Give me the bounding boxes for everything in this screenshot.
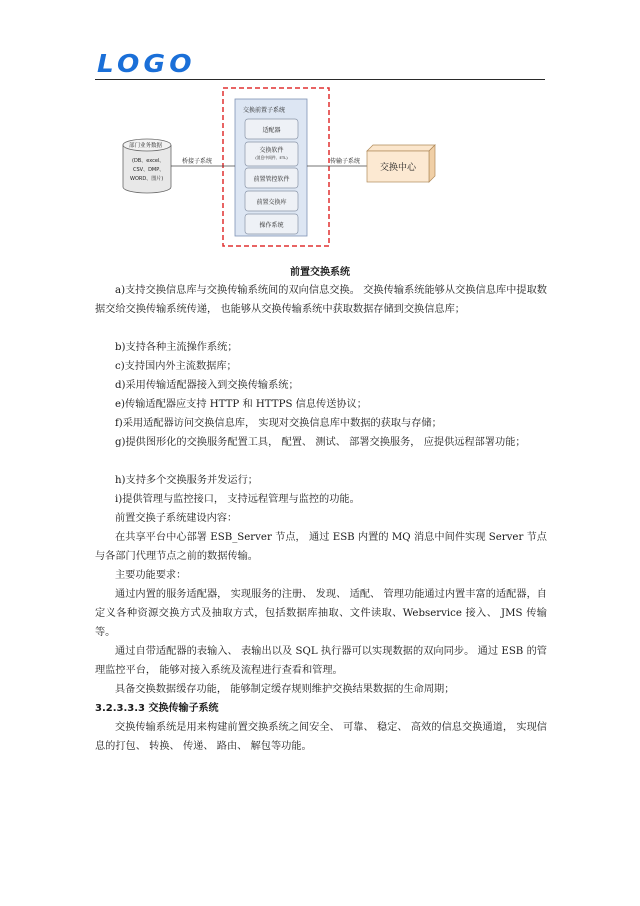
db-title: 部门业务数据 [129,143,163,149]
architecture-diagram [95,85,545,265]
paragraph-f: f)采用适配器访问交换信息库， 实现对交换信息库中数据的获取与存储； [115,418,442,429]
paragraph-c: c)支持国内外主流数据库； [115,361,237,372]
paragraph-h: h)支持多个交换服务并发运行； [115,475,258,486]
header-rule [95,79,545,80]
paragraph-a: a)支持交换信息库与交换传输系统间的双向信息交换。 交换传输系统能够从交换信息库中提取数据交给交换传输系统传递， 也能够从交换传输系统中获取数据存储到交换信息库； [95,285,547,315]
transport-label: 传输子系统 [330,158,361,165]
module-sublabel-exchange-software: (消息中间件、ETL) [255,155,288,160]
module-label-exchange-db: 前置交换库 [256,199,287,206]
paragraph-main-requirements: 主要功能要求： [115,570,187,581]
paragraph-b: b)支持各种主流操作系统； [115,342,238,353]
db-sub3: WORD、图片) [130,176,164,182]
figure-caption: 前置交换系统 [290,267,350,278]
paragraph-g: g)提供图形化的交换服务配置工具， 配置、 测试、 部署交换服务， 应提供远程部署功能； [115,437,526,448]
paragraph-e: e)传输适配器应支持 HTTP 和 HTTPS 信息传送协议； [115,399,367,410]
module-label-adapter: 适配器 [262,127,281,134]
paragraph-i: i)提供管理与监控接口， 支持远程管理与监控的功能。 [115,494,360,505]
db-sub2: CSV、DMP、 [133,167,165,173]
logo: LOGO [97,49,196,78]
paragraph-sync: 通过自带适配器的表输入、 表输出以及 SQL 执行器可以实现数据的双向同步。 通过 ESB 的管理监控平台， 能够对接入系统及流程进行查看和管理。 [95,646,547,676]
paragraph-d: d)采用传输适配器接入到交换传输系统； [115,380,299,391]
paragraph-build-content: 前置交换子系统建设内容： [115,513,238,524]
paragraph-transport: 交换传输系统是用来构建前置交换系统之间安全、 可靠、 稳定、 高效的信息交换通道， 实现信息的打包、 转换、 传递、 路由、 解包等功能。 [95,722,547,752]
module-label-control: 前置管控软件 [253,176,290,183]
bridge-label: 桥接子系统 [182,158,213,165]
system-title: 交换前置子系统 [243,107,286,114]
paragraph-cache: 具备交换数据缓存功能， 能够制定缓存规则维护交换结果数据的生命周期； [115,684,455,695]
exchange-center-label: 交换中心 [379,163,416,173]
paragraph-adapters: 通过内置的服务适配器， 实现服务的注册、 发现、 适配、 管理功能通过内置丰富的适配器，自定义各种资源交换方式及抽取方式，包括数据库抽取、文件读取、Webservice 接入、 JMS 传输等。 [95,589,547,638]
module-label-exchange-software: 交换软件 [259,147,284,154]
paragraph-esb-deploy: 在共享平台中心部署 ESB_Server 节点， 通过 ESB 内置的 MQ 消息中间件实现 Server 节点与各部门代理节点之前的数据传输。 [95,532,547,562]
module-label-os: 操作系统 [259,222,284,229]
section-heading: 3.2.3.3.3 交换传输子系统 [95,703,219,714]
db-sub1: (DB、excel、 [132,158,165,164]
